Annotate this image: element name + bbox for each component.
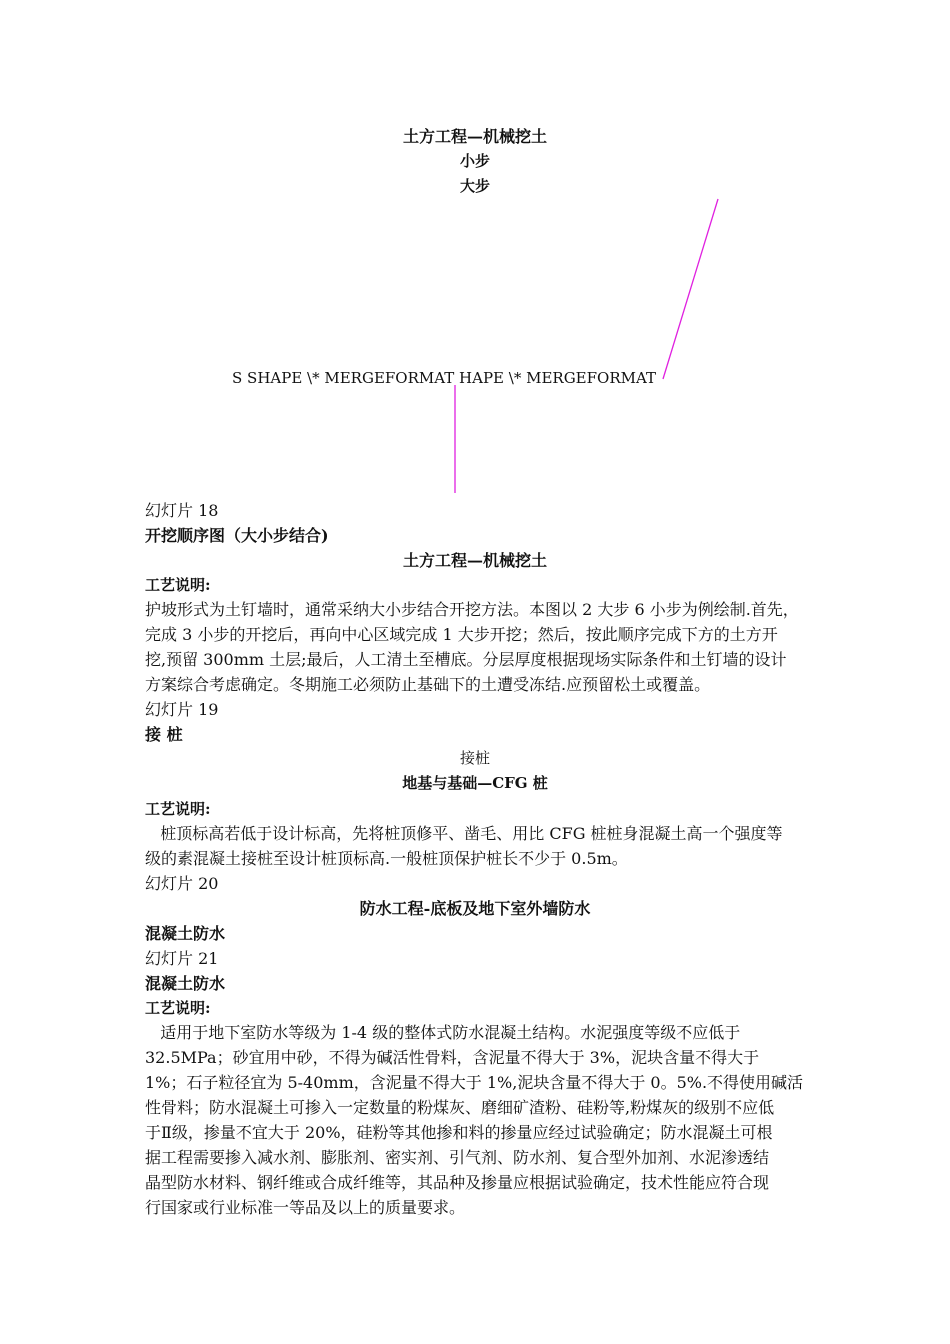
slide18-text-line: 护坡形式为土钉墙时，通常采纳大小步结合开挖方法。本图以 2 大步 6 小步为例绘制.首先，	[145, 600, 799, 619]
slide17-label-small: 小步	[459, 152, 490, 170]
slide17-title: 土方工程—机械挖土	[402, 127, 547, 146]
slide18-text-line: 方案综合考虑确定。冬期施工必须防止基础下的土遭受冻结.应预留松土或覆盖。	[145, 675, 711, 694]
slide21-text-line: 行国家或行业标准一等品及以上的质量要求。	[145, 1198, 466, 1217]
slide17-label-large: 大步	[459, 177, 490, 195]
slide21-text-line: 1%；石子粒径宜为 5-40mm，含泥量不得大于 1%,泥块含量不得大于 0。5%.不得使用碱活	[145, 1073, 804, 1092]
slide18-text-line: 挖,预留 300mm 土层;最后，人工清土至槽底。分层厚度根据现场实际条件和土钉墙的设计	[145, 650, 787, 669]
slide21-section-label: 工艺说明:	[145, 999, 211, 1017]
slide21-text-line: 于Ⅱ级，掺量不宜大于 20%，硅粉等其他掺和料的掺量应经过试验确定；防水混凝土可根	[145, 1123, 773, 1142]
slide18-heading: 开挖顺序图（大小步结合)	[145, 526, 329, 545]
slide18-label: 幻灯片 18	[145, 501, 219, 520]
slide19-section-label: 工艺说明:	[145, 800, 211, 818]
slide17-diagonal-line	[663, 199, 718, 379]
slide21-heading: 混凝土防水	[145, 974, 226, 993]
slide19-subtitle: 地基与基础—CFG 桩	[402, 774, 548, 792]
slide21-text-line: 性骨料；防水混凝土可掺入一定数量的粉煤灰、磨细矿渣粉、硅粉等,粉煤灰的级别不应低	[145, 1098, 775, 1117]
slide20-label: 幻灯片 20	[145, 874, 219, 893]
slide18-subtitle: 土方工程—机械挖土	[402, 551, 547, 570]
slide21-text-line: 32.5MPa；砂宜用中砂，不得为碱活性骨料，含泥量不得大于 3%，泥块含量不得大于	[145, 1048, 760, 1067]
slide21-text-line: 适用于地下室防水等级为 1-4 级的整体式防水混凝土结构。水泥强度等级不应低于	[145, 1023, 741, 1042]
slide19-heading: 接 桩	[145, 725, 183, 744]
slide19-caption: 接桩	[459, 749, 490, 767]
slide19-label: 幻灯片 19	[145, 700, 219, 719]
slide21-label: 幻灯片 21	[145, 949, 219, 968]
slide19-text-line: 桩顶标高若低于设计标高，先将桩顶修平、凿毛、用比 CFG 桩桩身混凝土高一个强度等	[145, 824, 783, 843]
slide18-section-label: 工艺说明:	[145, 576, 211, 594]
slide21-text-line: 据工程需要掺入减水剂、膨胀剂、密实剂、引气剂、防水剂、复合型外加剂、水泥渗透结	[145, 1148, 770, 1167]
slide17-mergeformat-field: S SHAPE \* MERGEFORMAT HAPE \* MERGEFORMAT	[232, 369, 656, 387]
slide20-heading: 混凝土防水	[145, 924, 226, 943]
slide19-text-line: 级的素混凝土接桩至设计桩顶标高.一般桩顶保护桩长不少于 0.5m。	[145, 849, 628, 868]
slide21-text-line: 晶型防水材料、钢纤维或合成纤维等，其品种及掺量应根据试验确定，技术性能应符合现	[145, 1173, 770, 1192]
slide20-subtitle: 防水工程-底板及地下室外墙防水	[359, 899, 591, 918]
slide18-text-line: 完成 3 小步的开挖后，再向中心区域完成 1 大步开挖；然后，按此顺序完成下方的土方开	[145, 625, 778, 644]
